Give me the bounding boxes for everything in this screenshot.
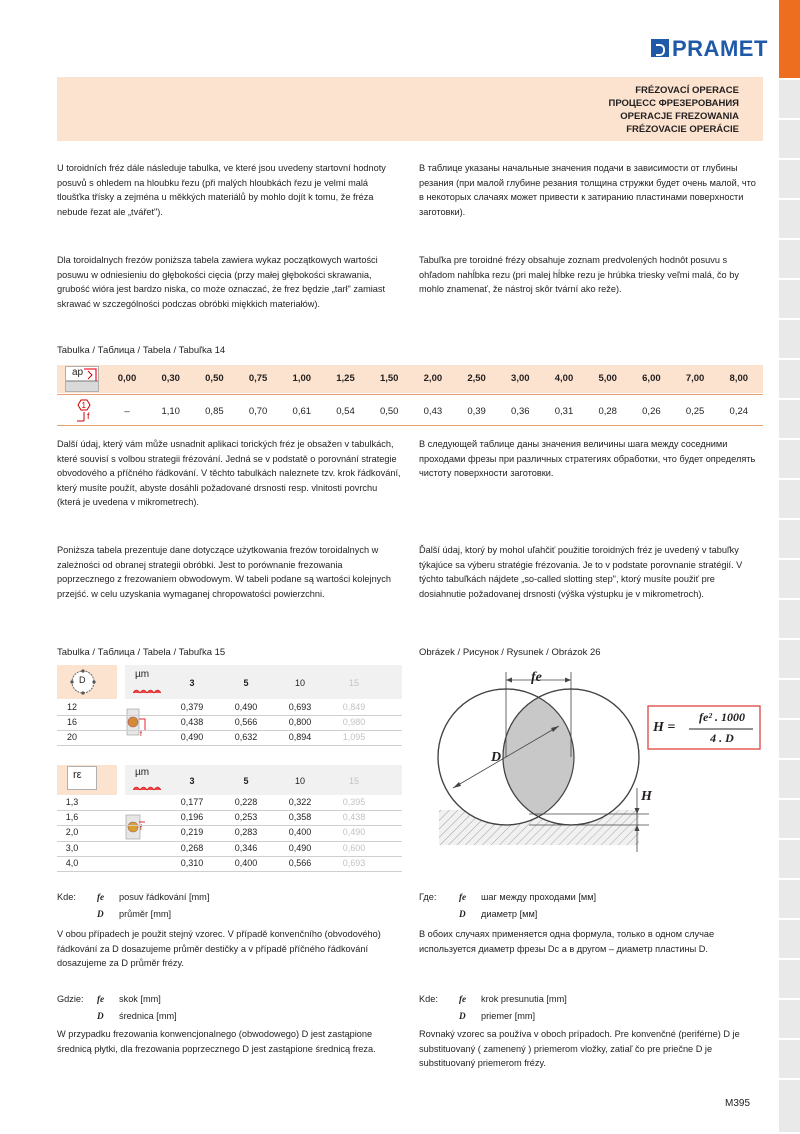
ap-value-cell: 1,25 bbox=[336, 373, 355, 384]
table-14 bbox=[57, 365, 763, 425]
ap-value-cell: 8,00 bbox=[729, 373, 749, 384]
feed-value-cell: 0,54 bbox=[336, 406, 355, 417]
side-tab bbox=[779, 400, 800, 440]
step-value-cell: 0,438 bbox=[180, 717, 204, 727]
step-value-cell: 0,400 bbox=[288, 827, 312, 838]
row-label-cell: 4,0 bbox=[65, 857, 79, 868]
row-label-cell: 12 bbox=[66, 702, 77, 712]
unit-label: µm bbox=[135, 669, 150, 680]
step-value-cell: 0,490 bbox=[234, 702, 258, 712]
feed-value-cell: – bbox=[124, 406, 130, 417]
feed-value-cell: 0,70 bbox=[248, 406, 268, 417]
step-value-cell: 0,310 bbox=[180, 857, 204, 868]
step-value-cell: 0,600 bbox=[342, 842, 366, 853]
ap-value-cell: 1,00 bbox=[292, 373, 312, 384]
side-tab-active bbox=[779, 0, 800, 80]
step-value-cell: 0,849 bbox=[342, 702, 366, 712]
step-value-cell: 0,490 bbox=[288, 842, 312, 853]
fe-symbol: fe bbox=[459, 994, 467, 1004]
banner-title-cz: FRÉZOVACÍ OPERACE bbox=[635, 85, 739, 96]
fe-symbol: fe bbox=[459, 892, 467, 902]
paragraph-cz-1: U toroidních fréz dále následuje tabulka, ve které jsou uvedeny startovní hodnoty posuvů s ohledem na hloubku řezu (při malých hloubkách řezu je velmi malá tloušťka třísky a zejména u měkkých materiálů by mohlo dojít k tomu, že fréza nebude řezat ale „tvářet"). bbox=[57, 163, 386, 217]
feed-value-cell: 0,50 bbox=[379, 406, 399, 417]
paragraph-sk-2: Ďalší údaj, ktorý by mohol uľahčiť použitie toroidných fréz je uvedený v tabuľky týkajúce sa výberu stratégie frézovania. Je to v podstate porovnanie stratégií. V týchto tabuľkách nájdete „so-called slotting step", ktorý musíte použiť pre dosiahnutie požadovanej drsnosti (výška výstupku je v mikrometroch). bbox=[419, 545, 743, 599]
svg-text:f: f bbox=[140, 825, 142, 832]
ap-value-cell: 7,00 bbox=[685, 373, 705, 384]
plunge-milling-icon bbox=[125, 813, 147, 843]
formula-numerator: fe² . 1000 bbox=[699, 710, 745, 724]
table-15-caption: Tabulka / Таблица / Tabela / Tabuľka 15 bbox=[57, 647, 226, 658]
legend-d-text: průměr [mm] bbox=[119, 909, 172, 919]
row-divider bbox=[57, 745, 402, 746]
side-tab bbox=[779, 360, 800, 400]
step-value-cell: 0,228 bbox=[234, 797, 258, 807]
step-value-cell: 0,283 bbox=[234, 827, 258, 838]
roughness-header-cell: 15 bbox=[348, 776, 359, 786]
step-value-cell: 1,095 bbox=[342, 732, 366, 742]
roughness-header-cell: 10 bbox=[294, 776, 305, 786]
ap-value-cell: 0,00 bbox=[117, 373, 137, 384]
legend-note: V obou případech je použit stejný vzorec. V případě konvenčního (obvodového) řádkování za D dosazujeme průměr destičky a v případě příčného řádkování dosazujeme za D průměr frézy. bbox=[57, 929, 381, 969]
step-value-cell: 0,196 bbox=[180, 812, 204, 823]
paragraph-pl-2: Poniższa tabela prezentuje dane dotyczące użytkowania frezów toroidalnych w zależności od obranej strategii obróbki. Jest to porównanie frezowania poprzecznego z frezowaniem obwodowym. W tabeli podane są wartości kolejnych przejść. w celu uzyskania wymaganej chropowatości powierzchni. bbox=[57, 545, 391, 599]
step-value-cell: 0,566 bbox=[234, 717, 258, 727]
row-divider bbox=[57, 730, 402, 731]
side-tab bbox=[779, 600, 800, 640]
roughness-profile-icon bbox=[133, 682, 161, 690]
feed-value-cell: 0,28 bbox=[598, 406, 617, 417]
legend-d-text: priemer [mm] bbox=[481, 1011, 536, 1021]
paragraph-cz-2: Další údaj, který vám může usnadnit aplikaci torických fréz je obsažen v tabulkách, které souvisí s volbou strategii frézování. Jedná se v podstatě o porovnání strategie obvodového a příčného řádkování. V těchto tabulkách naleznete tzv. krok řádkování, který musíte použít, abyste dosáhli požadované drsnosti resp. vlnitosti povrchu (která je uvedena v mikrometrech). bbox=[57, 439, 401, 508]
step-value-cell: 0,800 bbox=[288, 717, 312, 727]
row-divider bbox=[57, 871, 402, 872]
side-tab bbox=[779, 240, 800, 280]
step-value-cell: 0,219 bbox=[180, 827, 204, 838]
side-tab bbox=[779, 1080, 800, 1134]
row-label-cell: 1,3 bbox=[65, 797, 79, 807]
step-value-cell: 0,490 bbox=[342, 827, 366, 838]
side-tab bbox=[779, 200, 800, 240]
feed-value-cell: 0,61 bbox=[292, 406, 312, 417]
legend-note: Rovnaký vzorec sa používa v oboch prípadoch. Pre konvenčné (periférne) D je substituovaný ( zamenený ) priemerom vložky, zatiaľ čo pre priečne D je substituovaný priemerom frézy. bbox=[419, 1029, 740, 1069]
roughness-header-cell: 5 bbox=[243, 776, 249, 786]
step-value-cell: 0,268 bbox=[180, 842, 204, 853]
legend-note: W przypadku frezowania konwencjonalnego (obwodowego) D jest zastąpione średnicą płytki, dla frezowania poprzecznego D jest zastąpione średnicą freza. bbox=[57, 1029, 376, 1054]
roughness-header-cell: 15 bbox=[348, 678, 359, 688]
side-tab bbox=[779, 880, 800, 920]
legend-fe-text: skok [mm] bbox=[119, 994, 161, 1004]
legend-note: В обоих случаях применяется одна формула, только в одном случае используется диаметр фрезы Dc а в другом – диаметр пластины D. bbox=[419, 929, 715, 954]
paragraph-sk-1: Tabuľka pre toroidné frézy obsahuje zoznam predvolených hodnôt posuvu s ohľadom nahĺbka rezu (pri malej hĺbke rezu je hrúbka triesky veľmi malá, čo by mohlo znamenať, že nástroj skôr tvární ako reže). bbox=[419, 255, 739, 295]
fe-symbol: fe bbox=[97, 994, 105, 1004]
ap-symbol: ap bbox=[72, 367, 84, 378]
feed-value-cell: 0,24 bbox=[729, 406, 749, 417]
side-tab bbox=[779, 320, 800, 360]
legend-fe-text: шаг между проходами [мм] bbox=[481, 892, 597, 902]
f-symbol: f bbox=[87, 411, 90, 421]
step-value-cell: 0,980 bbox=[342, 717, 366, 727]
d-symbol: D bbox=[459, 1011, 466, 1021]
roughness-header-cell: 10 bbox=[294, 678, 305, 688]
page-number: M395 bbox=[725, 1098, 751, 1109]
table-14-caption: Tabulka / Таблица / Tabela / Tabuľka 14 bbox=[57, 345, 226, 356]
step-value-cell: 0,490 bbox=[180, 732, 204, 742]
step-value-cell: 0,322 bbox=[288, 797, 312, 807]
side-tab bbox=[779, 280, 800, 320]
unit-label: µm bbox=[135, 767, 150, 778]
ap-value-cell: 6,00 bbox=[642, 373, 661, 384]
ap-value-cell: 3,00 bbox=[511, 373, 530, 384]
legend-fe-text: krok presunutia [mm] bbox=[481, 994, 567, 1004]
diameter-symbol: D bbox=[79, 675, 86, 685]
insert-radius-icon bbox=[67, 766, 97, 790]
side-tab bbox=[779, 1000, 800, 1040]
legend-d-text: średnica [mm] bbox=[119, 1011, 177, 1021]
ap-value-cell: 4,00 bbox=[554, 373, 574, 384]
legend-label: Где: bbox=[419, 892, 437, 902]
feed-value-cell: 0,85 bbox=[205, 406, 224, 417]
pramet-logo-icon bbox=[651, 39, 669, 57]
formula-lhs: H = bbox=[653, 720, 676, 735]
step-value-cell: 0,632 bbox=[234, 732, 258, 742]
feed-value-cell: 0,36 bbox=[511, 406, 530, 417]
ap-value-cell: 0,30 bbox=[161, 373, 180, 384]
diameter-label: D bbox=[491, 750, 502, 765]
feed-value-cell: 0,31 bbox=[554, 406, 574, 417]
feed-value-cell: 0,43 bbox=[423, 406, 443, 417]
step-value-cell: 0,400 bbox=[234, 857, 258, 868]
svg-text:f: f bbox=[140, 731, 142, 738]
side-tab bbox=[779, 840, 800, 880]
step-over-diagram bbox=[419, 662, 764, 857]
feed-value-cell: 0,39 bbox=[467, 406, 486, 417]
side-tab bbox=[779, 560, 800, 600]
side-tab bbox=[779, 80, 800, 120]
formula-denominator: 4 . D bbox=[710, 731, 734, 745]
ap-value-cell: 2,50 bbox=[467, 373, 486, 384]
step-value-cell: 0,395 bbox=[342, 797, 366, 807]
side-tab bbox=[779, 720, 800, 760]
legend-label: Kde: bbox=[57, 892, 76, 902]
step-value-cell: 0,358 bbox=[288, 812, 312, 823]
insert-radius-symbol: rε bbox=[73, 769, 82, 781]
roughness-profile-icon bbox=[133, 779, 161, 787]
ap-value-cell: 1,50 bbox=[379, 373, 399, 384]
legend-label: Kde: bbox=[419, 994, 438, 1004]
side-tab bbox=[779, 480, 800, 520]
step-value-cell: 0,253 bbox=[234, 812, 258, 823]
side-tab bbox=[779, 640, 800, 680]
row-divider bbox=[57, 810, 402, 811]
roughness-header-cell: 3 bbox=[189, 776, 195, 786]
d-symbol: D bbox=[97, 1011, 104, 1021]
d-symbol: D bbox=[97, 909, 104, 919]
step-value-cell: 0,894 bbox=[288, 732, 312, 742]
side-tab bbox=[779, 120, 800, 160]
side-tab bbox=[779, 960, 800, 1000]
side-tab bbox=[779, 920, 800, 960]
banner-title-pl: OPERACJE FREZOWANIA bbox=[620, 111, 739, 122]
ap-value-cell: 5,00 bbox=[598, 373, 617, 384]
banner-title-ru: ПРОЦЕСС ФРЕЗЕРОВАНИЯ bbox=[608, 98, 739, 109]
peripheral-milling-icon bbox=[125, 705, 145, 741]
section-banner bbox=[57, 77, 763, 141]
svg-text:1: 1 bbox=[81, 401, 86, 410]
step-value-cell: 0,693 bbox=[288, 702, 312, 712]
step-value-cell: 0,566 bbox=[288, 857, 312, 868]
figure-26-caption: Obrázek / Рисунок / Rysunek / Obrázok 26 bbox=[419, 647, 601, 658]
row-divider bbox=[57, 715, 402, 716]
feed-value-cell: 0,25 bbox=[685, 406, 705, 417]
step-over-label: fe bbox=[531, 670, 542, 685]
feed-value-cell: 0,26 bbox=[642, 406, 661, 417]
ap-value-cell: 2,00 bbox=[423, 373, 443, 384]
ap-value-cell: 0,75 bbox=[248, 373, 268, 384]
side-tab bbox=[779, 760, 800, 800]
paragraph-ru-2: В следующей таблице даны значения величины шага между соседними проходами фрезы при различных стратегиях обработки, что будет определять чистоту поверхности заготовки. bbox=[419, 439, 756, 479]
row-label-cell: 2,0 bbox=[65, 827, 79, 838]
legend-d-text: диаметр [мм] bbox=[481, 909, 538, 919]
step-value-cell: 0,346 bbox=[234, 842, 258, 853]
cusp-height-label: H bbox=[641, 789, 652, 804]
roughness-header-cell: 5 bbox=[243, 678, 249, 688]
side-tab bbox=[779, 160, 800, 200]
table-15 bbox=[57, 665, 402, 868]
ap-value-cell: 0,50 bbox=[205, 373, 224, 384]
step-value-cell: 0,177 bbox=[180, 797, 204, 807]
roughness-header-cell: 3 bbox=[189, 678, 195, 688]
side-tab bbox=[779, 680, 800, 720]
row-divider bbox=[57, 825, 402, 826]
step-value-cell: 0,379 bbox=[180, 702, 204, 712]
step-value-cell: 0,693 bbox=[342, 857, 366, 868]
brand-logo: PRAMET bbox=[672, 36, 768, 61]
side-tab bbox=[779, 800, 800, 840]
row-divider bbox=[57, 856, 402, 857]
legend-fe-text: posuv řádkování [mm] bbox=[119, 892, 210, 902]
side-tab bbox=[779, 440, 800, 480]
row-label-cell: 16 bbox=[66, 717, 77, 727]
feed-value-cell: 1,10 bbox=[161, 406, 180, 417]
step-value-cell: 0,438 bbox=[342, 812, 366, 823]
figure-26 bbox=[419, 662, 764, 857]
side-tab bbox=[779, 1040, 800, 1080]
paragraph-ru-1: В таблице указаны начальные значения подачи в зависимости от глубины резания (при малой глубине резания толщина стружки будет очень малой, что в некоторых слачаях может привести к затиранию пластинами поверхности заготовки). bbox=[419, 163, 756, 217]
row-divider bbox=[57, 841, 402, 842]
paragraph-pl-1: Dla toroidalnych frezów poniższa tabela zawiera wykaz początkowych wartości posuwu w odniesieniu do głębokości cięcia (przy małej głębokości skrawania, grubość wióra jest bardzo niska, co może oznaczać, że frez będzie „tarł" zamiast skrawać w szczególności podczas obróbki miękkich materiałów). bbox=[57, 255, 386, 309]
feed-per-tooth-icon bbox=[73, 399, 95, 423]
d-symbol: D bbox=[459, 909, 466, 919]
row-label-cell: 1,6 bbox=[65, 812, 79, 823]
legend-label: Gdzie: bbox=[57, 994, 84, 1004]
row-label-cell: 20 bbox=[66, 732, 77, 742]
fe-symbol: fe bbox=[97, 892, 105, 902]
side-tab bbox=[779, 520, 800, 560]
banner-title-sk: FRÉZOVACIE OPERÁCIE bbox=[626, 124, 739, 135]
row-label-cell: 3,0 bbox=[65, 842, 79, 853]
